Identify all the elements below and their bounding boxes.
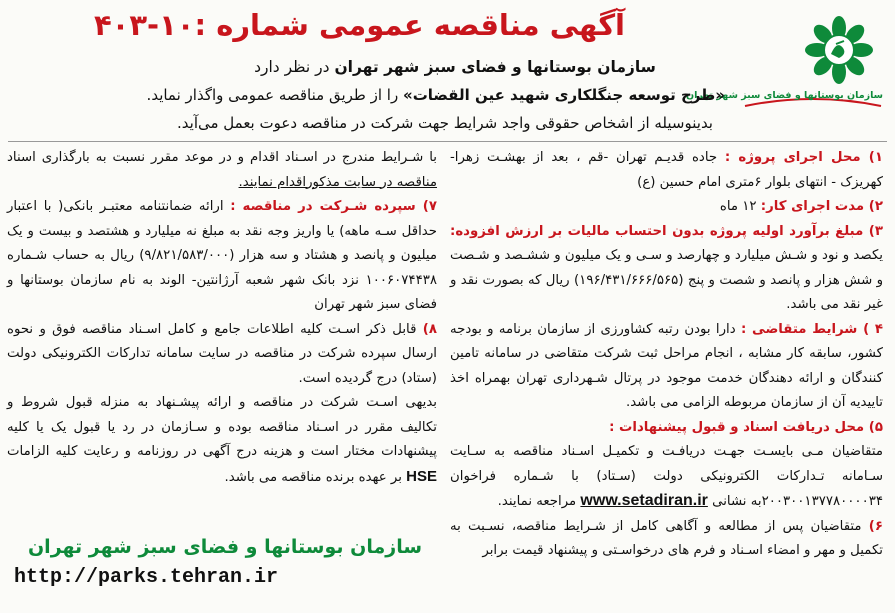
submission-continued-text: با شـرایط مندرج در اسـناد اقدام و در موعد مقرر نسبت به بارگذاری اسناد <box>7 150 437 165</box>
section-requirements-heading: ۴ ) شرایط متقاضی : <box>740 321 883 337</box>
section-submission <box>450 515 883 564</box>
section-location-heading: ۱) محل اجرای پروژه : <box>724 150 884 165</box>
notice-title: آگهی مناقصه عمومی شماره :۱۰-۴۰۳ <box>93 8 625 42</box>
section-submission-text: متقاضیان پس از مطالعه و آگاهی کامل از شـرایط مناقصه، نسـبت به تکمیل و مهر و امضاء اسـناد و فرم های درخواسـتی و پیشنهاد قیمت برابر <box>450 518 883 558</box>
section-duration <box>450 195 883 220</box>
intro-line-2-suffix: را از طریق مناقصه عمومی واگذار نماید. <box>146 86 399 104</box>
left-column <box>7 146 437 490</box>
footer-org-name: سازمان بوستانها و فضای سبز شهر تهران <box>27 536 423 558</box>
section-submission-heading: ۶) <box>868 518 883 534</box>
logo-caption: سازمان بوستانها و فضای سبز شهر تهران <box>685 90 883 101</box>
intro-line-3: بدینوسیله از اشخاص حقوقی واجد شرایط جهت شرکت در مناقصه دعوت بعمل می‌آید. <box>177 114 713 132</box>
section-info <box>7 318 437 392</box>
section-location-text: جاده قدیـم تهران -قم ، بعد از بهشـت زهرا- کهریزک - انتهای بلوار ۶متری امام حسین (ع) <box>450 150 883 190</box>
section-documents-text-b: مراجعه نمایند. <box>497 494 577 509</box>
section-info-heading: ۸) <box>422 321 437 337</box>
submission-continued-underlined: مناقصه در سایت مذکوراقدام نمایند. <box>238 174 437 190</box>
organization-logo <box>685 14 887 114</box>
section-note-text: بدیهی اسـت شرکت در مناقصه و ارائه پیشـنهاد به منزله قبول شروط و تکالیف مقرر در اسـناد مناقصه بوده و سـازمان در رد یا قبول یک یا کلیه پیشنهادات مختار است و هزینه درج آگهی در روزنامه و رعایت کلیه الزامات <box>7 395 437 459</box>
section-note-end: بر عهده برنده مناقصه می باشد. <box>224 469 402 485</box>
section-duration-heading: ۲) مدت اجرای کار: <box>760 199 883 214</box>
submission-continued <box>7 146 437 195</box>
right-column <box>450 146 883 564</box>
section-estimate-text: یکصد و نود و شـش میلیارد و چهارصد و سـی و یک میلیون و ششـصد و شـصت و شش هزار و پانصد و شصت و پنج (۱۹۶/۴۳۱/۶۶۶/۵۶۵) ریال که بصورت نقد و غیر نقد می باشد. <box>450 248 884 312</box>
project-name: «طرح توسعه جنگلکاری شهید عین القضات» <box>403 86 725 104</box>
section-deposit <box>7 195 437 318</box>
footer-url-link[interactable]: http://parks.tehran.ir <box>14 566 279 589</box>
section-duration-text: ۱۲ ماه <box>719 199 757 214</box>
section-info-text: قابل ذکر اسـت کلیه اطلاعات جامع و کامل اسـناد مناقصه فوق و نحوه ارسال سپرده شرکت در مناقصه در سایت سامانه تدارکات الکترونیکی دولت (ستاد) درج گردیده است. <box>7 321 437 386</box>
setadiran-link[interactable]: www.setadiran.ir <box>580 492 708 509</box>
section-documents-heading: ۵) محل دریافت اسناد و قبول پیشنهادات : <box>609 419 883 435</box>
intro-line-1-suffix: در نظر دارد <box>254 58 330 76</box>
section-documents <box>450 416 883 441</box>
hse-label: HSE <box>406 467 437 485</box>
section-estimate <box>450 220 883 318</box>
header-divider <box>8 141 887 142</box>
intro-line-1 <box>185 58 725 76</box>
section-requirements <box>450 318 883 416</box>
intro-line-2 <box>146 86 725 104</box>
section-note <box>7 391 437 490</box>
section-documents-text-a: متقاضیان مـی بایسـت جهـت دریافـت و تکمیـل اسـناد مناقصه به سـایت سـامانه تـدارکات الکترونیکی دولت (سـتاد) با شـماره فراخوان ۲۰۰۳۰۰۱۳۷۷۸۰۰۰۰۳۴به نشانی <box>450 444 883 509</box>
section-location <box>450 146 883 195</box>
section-deposit-heading: ۷) سپرده شـرکت در مناقصه : <box>230 199 437 214</box>
section-requirements-text: دارا بودن رتبه کشاورزی از سازمان برنامه و بودجه کشور، سابقه کار مشابه ، انجام مراحل ثبت شرکت متقاضی در سامانه تامین کنندگان و ارائه دهندگان خدمت موجود در پرتال شـهرداری تهران بهمراه اخذ تاییدیه آن از سازمان مربوطه الزامی می باشد. <box>450 321 883 410</box>
section-deposit-text: ارائه ضمانتنامه معتبـر بانکی( با اعتبار حداقل سـه ماهه) یا واریز وجه نقد به مبلغ نه میلیارد و هشتصد و بیست و یک میلیون و پانصد و هشتاد و سه هزار (۹/۸۲۱/۵۸۳/۰۰۰) ریال به حساب شـماره ۱۰۰۶۰۷۴۴۳۸ نزد بانک شهر شعبه آرژانتین- الوند به نام سازمان بوستانها و فضای سبز شهر تهران <box>7 199 437 312</box>
intro-org-name: سازمان بوستانها و فضای سبز شهر تهران <box>334 58 656 76</box>
section-documents-body <box>450 440 883 515</box>
section-estimate-heading: ۳) مبلغ برآورد اولیه پروژه بدون احتساب مالیات بر ارزش افزوده: <box>450 223 883 239</box>
